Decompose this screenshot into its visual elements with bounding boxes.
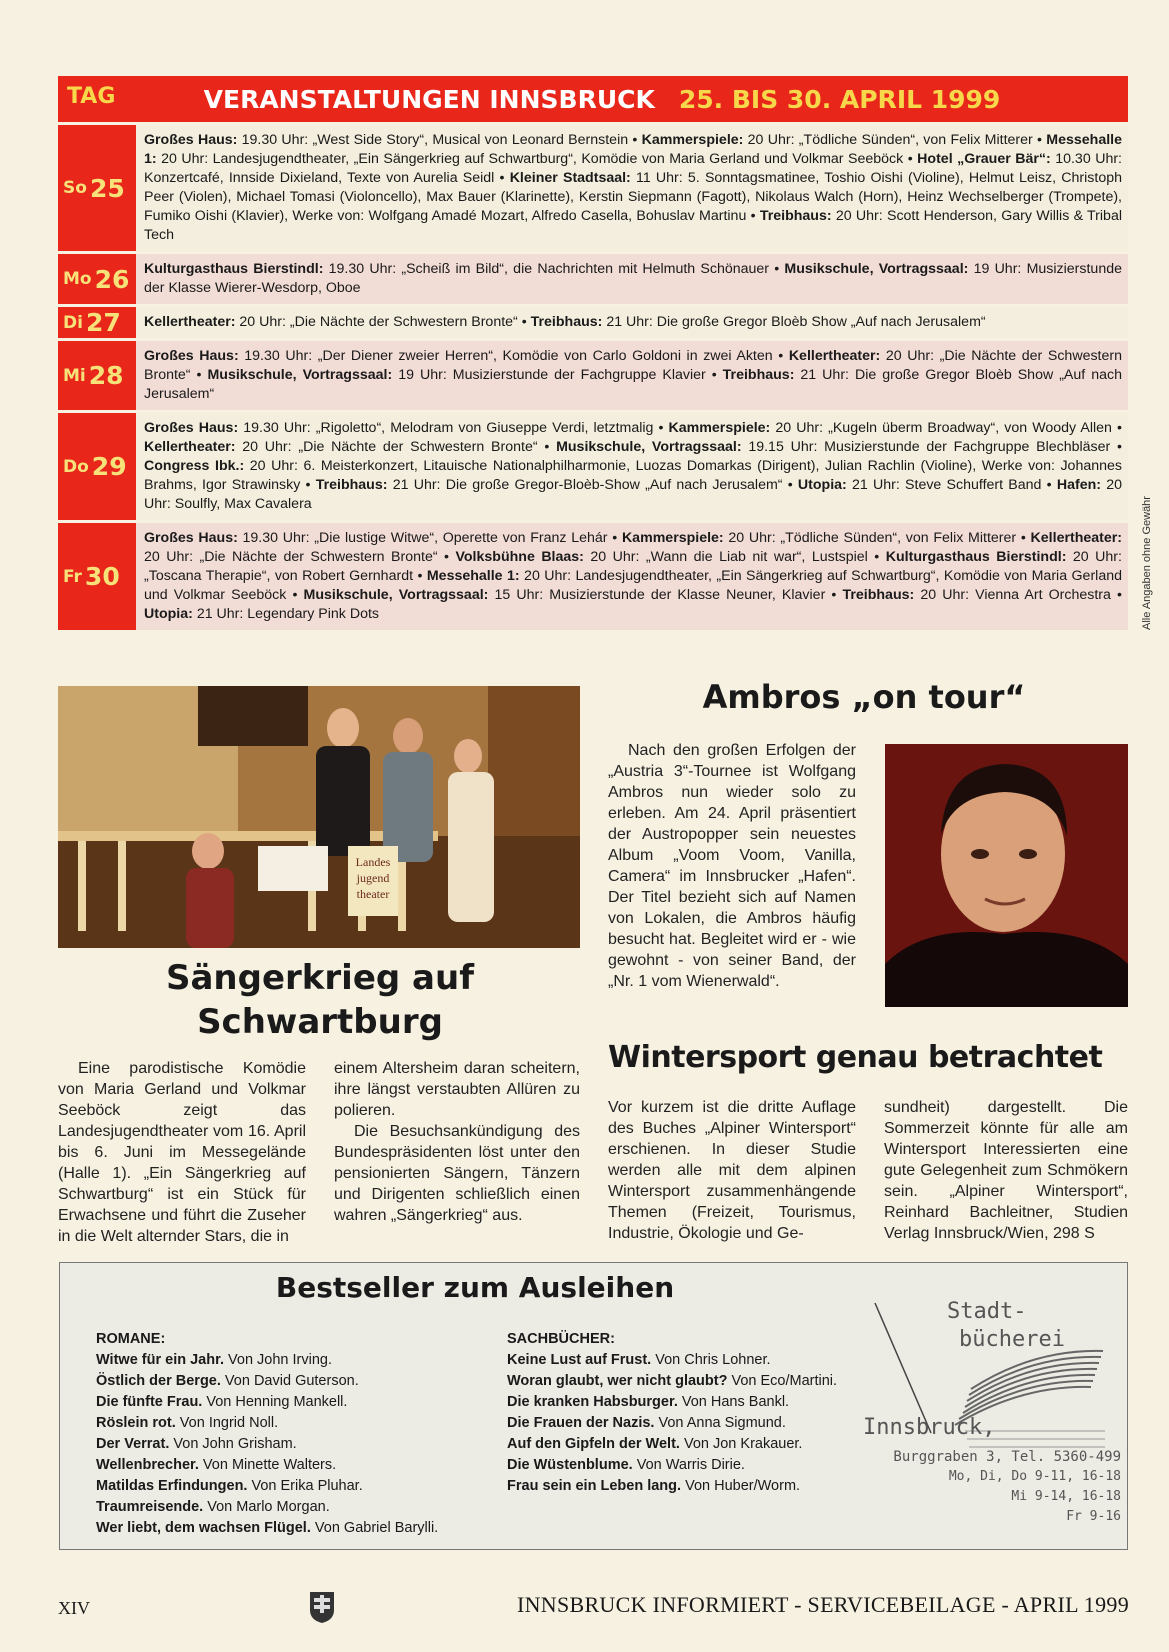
venue-name: Treibhaus: [842, 587, 915, 603]
ambros-text: Nach den großen Erfolgen der „Austria 3“-Tournee ist Wolfgang Ambros nun wieder solo zu erleben. Am 24. April präsentiert der Austropopper sein neuestes Album „Voom Voom, Vanilla, Camera“ im Innsbrucker „Hafen“. Der Titel bezieht sich auf Namen von Lokalen, die Ambros häufig besucht hat. Begleitet wird er - wie gewohnt - von seiner Band, der „Nr. 1 vom Wienerwald“. [608, 742, 856, 990]
book-author: Von Huber/Worm. [681, 1478, 801, 1494]
event-day [58, 341, 136, 410]
library-logo [855, 1263, 1129, 1551]
book-item [96, 1455, 438, 1476]
event-day [58, 254, 136, 304]
event-day-number: 27 [85, 308, 121, 337]
events-header [58, 76, 1128, 122]
event-details: 21 Uhr: Legendary Pink Dots [192, 606, 379, 622]
venue-name: Volksbühne Blaas: [455, 549, 584, 565]
ambros-portrait [885, 744, 1128, 1007]
sachbuecher-heading: SACHBÜCHER: [507, 1331, 615, 1347]
book-item [507, 1476, 837, 1497]
event-day-number: 29 [91, 452, 127, 481]
book-item [507, 1350, 837, 1371]
event-details: 20 Uhr: „Wann die Liab nit war“, Lustspiel • [583, 549, 886, 565]
saengerkrieg-headline-line2: Schwartburg [197, 1002, 443, 1042]
event-details: 20 Uhr: „Die Nächte der Schwestern Bronte“ • [144, 348, 1122, 383]
events-rows [58, 122, 1128, 630]
book-title: Wer liebt, dem wachsen Flügel. [96, 1520, 311, 1536]
book-item [96, 1392, 438, 1413]
event-details: 19.30 Uhr: „West Side Story“, Musical von Leonard Bernstein • [237, 132, 642, 148]
event-details: 20 Uhr: „Kugeln überm Broadway“, von Woody Allen • [770, 420, 1122, 436]
book-item [507, 1392, 837, 1413]
venue-name: Kleiner Stadtsaal: [509, 170, 631, 186]
book-title: Der Verrat. [96, 1436, 170, 1452]
event-details: 20 Uhr: „Die Nächte der Schwestern Bronte“ • [235, 314, 531, 330]
venue-name: Großes Haus: [144, 132, 238, 148]
venue-name: Treibhaus: [759, 208, 832, 224]
event-details: 11 Uhr: 5. Sonntagsmatinee, Toshio Oishi (Violine), Helmut Leisz, Christoph Peer (Violen), Michael Tomasi (Violoncello), Max Bauer (Klarinette), Kerstin Siepmann (Fagott), Nikolaus Walch (Horn), Heinz Wechselberger (Trompete), Fumiko Oishi (Klavier), Werke von: Wolfgang Amadé Mozart, Alfredo Casella, Bohuslav Martinu • [144, 170, 1122, 224]
book-title: Östlich der Berge. [96, 1373, 221, 1389]
venue-name: Hafen: [1056, 477, 1101, 493]
book-author: Von Marlo Morgan. [203, 1499, 330, 1515]
portrait-graphic [885, 744, 1128, 1007]
venue-name: Musikschule, Vortragssaal: [303, 587, 489, 603]
events-table [58, 76, 1128, 630]
event-text [136, 341, 1128, 410]
book-author: Von Anna Sigmund. [654, 1415, 786, 1431]
book-author: Von Eco/Martini. [727, 1373, 838, 1389]
event-row [58, 304, 1128, 338]
book-author: Von Henning Mankell. [202, 1394, 348, 1410]
event-weekday: So [63, 178, 87, 198]
page-number: XIV [58, 1598, 90, 1618]
event-details: 19.30 Uhr: „Die lustige Witwe“, Operette von Franz Lehár • [237, 530, 622, 546]
event-day-number: 26 [94, 264, 130, 294]
book-item [96, 1476, 438, 1497]
event-weekday: Mo [63, 269, 92, 289]
event-details: 19.30 Uhr: „Der Diener zweier Herren“, Komödie von Carlo Goldoni in zwei Akten • [238, 348, 789, 364]
wintersport-col2: sundheit) dargestellt. Die Sommerzeit könnte für alle am Wintersport Interessierten eine gute Gelegenheit zum Schmökern sein. „Alpiner Wintersport“, Reinhard Bachleitner, Studien Verlag Innsbruck/Wien, 298 S [884, 1099, 1128, 1242]
event-row [58, 338, 1128, 410]
book-title: Röslein rot. [96, 1415, 176, 1431]
event-text [136, 523, 1128, 630]
venue-name: Kammerspiele: [641, 132, 744, 148]
book-title: Die fünfte Frau. [96, 1394, 203, 1410]
book-title: Matildas Erfindungen. [96, 1478, 248, 1494]
event-row [58, 410, 1128, 520]
event-details: 20 Uhr: Soulfly, Max Cavalera [144, 477, 1123, 512]
event-day [58, 307, 136, 338]
saengerkrieg-col2-p1: einem Altersheim daran scheitern, ihre längst verstaubten Allüren zu polieren. [334, 1060, 580, 1119]
bestseller-box [59, 1262, 1128, 1550]
event-details: 19 Uhr: Musizierstunde der Fachgruppe Klavier • [392, 367, 723, 383]
book-author: Von John Irving. [223, 1352, 332, 1368]
event-details: 20 Uhr: „Die Nächte der Schwestern Bronte“ • [144, 549, 456, 565]
event-details: 20 Uhr: Vienna Art Orchestra • [914, 587, 1122, 603]
sign-line-1: Landes [355, 855, 391, 869]
venue-name: Utopia: [144, 606, 193, 622]
event-details: 19.30 Uhr: „Scheiß im Bild“, die Nachrichten mit Helmuth Schönauer • [323, 261, 785, 277]
venue-name: Kellertheater: [144, 439, 236, 455]
book-author: Von Hans Bankl. [677, 1394, 790, 1410]
venue-name: Musikschule, Vortragssaal: [784, 261, 969, 277]
book-author: Von Jon Krakauer. [679, 1436, 803, 1452]
events-title [136, 76, 1128, 122]
venue-name: Treibhaus: [722, 367, 795, 383]
event-weekday: Do [63, 456, 89, 477]
venue-name: Kammerspiele: [621, 530, 724, 546]
tag-label: TAG [67, 84, 116, 109]
book-item [96, 1518, 438, 1539]
venue-name: Kammerspiele: [668, 420, 771, 436]
event-details: 20 Uhr: „Toscana Therapie“, von Robert Gernhardt • [144, 549, 1122, 584]
book-author: Von Ingrid Noll. [175, 1415, 279, 1431]
footer-title: INNSBRUCK INFORMIERT - SERVICEBEILAGE - APRIL 1999 [516, 1592, 1129, 1617]
event-row [58, 251, 1128, 304]
event-weekday: Mi [63, 365, 86, 386]
library-hours-2: Mi 9-14, 16-18 [1011, 1489, 1121, 1504]
bestseller-title: Bestseller zum Ausleihen [275, 1271, 675, 1304]
event-weekday: Di [63, 312, 83, 333]
book-title: Auf den Gipfeln der Welt. [507, 1436, 680, 1452]
sign-line-3: theater [356, 887, 390, 901]
sachbuecher-list [507, 1329, 837, 1497]
book-title: Die kranken Habsburger. [507, 1394, 678, 1410]
book-author: Von Gabriel Barylli. [310, 1520, 439, 1536]
book-item [507, 1371, 837, 1392]
library-name-1: Stadt- [947, 1299, 1027, 1324]
sign-line-2: jugend [356, 871, 390, 885]
book-author: Von David Guterson. [220, 1373, 359, 1389]
book-title: Frau sein ein Leben lang. [507, 1478, 682, 1494]
event-details: 20 Uhr: Scott Henderson, Gary Willis & Tribal Tech [144, 208, 1122, 243]
venue-name: Messehalle 1: [144, 132, 1123, 167]
venue-name: Messehalle 1: [426, 568, 520, 584]
library-hours-1: Mo, Di, Do 9-11, 16-18 [948, 1469, 1121, 1484]
venue-name: Utopia: [797, 477, 847, 493]
venue-name: Hotel „Grauer Bär“: [917, 151, 1051, 167]
book-item [507, 1455, 837, 1476]
event-day-number: 28 [88, 361, 124, 390]
venue-name: Treibhaus: [530, 314, 603, 330]
saengerkrieg-col2 [334, 1058, 580, 1226]
event-details: 10.30 Uhr: Konzertcafé, Innside Dixieland, Texte von Aurelia Seidl • [144, 151, 1122, 186]
library-name-2: bücherei [959, 1327, 1065, 1352]
crest-icon [309, 1590, 335, 1624]
event-row [58, 520, 1128, 630]
saengerkrieg-col2-p2: Die Besuchsankündigung des Bundespräsidenten löst unter den pensionierten Sängern, Tänzern und Dirigenten schließlich einen wahren „Sängerkrieg“ aus. [334, 1123, 580, 1224]
venue-name: Treibhaus: [315, 477, 388, 493]
book-item [96, 1371, 438, 1392]
romane-heading: ROMANE: [96, 1331, 166, 1347]
event-row [58, 122, 1128, 251]
venue-name: Großes Haus: [144, 530, 238, 546]
event-details: 21 Uhr: Die große Gregor Bloèb Show „Auf nach Jerusalem“ [144, 367, 1122, 402]
venue-name: Musikschule, Vortragssaal: [556, 439, 742, 455]
event-details: 21 Uhr: Die große Gregor Bloèb Show „Auf nach Jerusalem“ [602, 314, 986, 330]
book-item [96, 1497, 438, 1518]
side-note [1138, 478, 1156, 648]
book-item [96, 1350, 438, 1371]
book-item [507, 1434, 837, 1455]
library-city: Innsbruck, [863, 1415, 996, 1440]
book-title: Witwe für ein Jahr. [96, 1352, 224, 1368]
book-title: Traumreisende. [96, 1499, 204, 1515]
event-details: 20 Uhr: 6. Meisterkonzert, Litauische Nationalphilharmonie, Luozas Domarkas (Dirigent), Julian Rachlin (Violine), Werke von: Johannes Brahms, Igor Strawinsky • [144, 458, 1122, 493]
event-details: 20 Uhr: Landesjugendtheater, „Ein Sängerkrieg auf Schwartburg“, Komödie von Maria Gerland und Volkmar Seeböck • [144, 568, 1122, 603]
event-details: 20 Uhr: „Tödliche Sünden“, von Felix Mitterer • [743, 132, 1047, 148]
event-weekday: Fr [63, 566, 82, 587]
event-day-number: 25 [89, 173, 125, 203]
book-author: Von Warris Dirie. [632, 1457, 745, 1473]
saengerkrieg-headline [160, 956, 480, 1044]
venue-name: Kellertheater: [144, 314, 236, 330]
event-details: 20 Uhr: „Tödliche Sünden“, von Felix Mitterer • [723, 530, 1031, 546]
event-day [58, 125, 136, 251]
event-text [136, 413, 1128, 520]
book-author: Von Erika Pluhar. [247, 1478, 363, 1494]
venue-name: Musikschule, Vortragssaal: [207, 367, 393, 383]
wintersport-col1: Vor kurzem ist die dritte Auflage des Buches „Alpiner Wintersport“ erschienen. In dieser Studie werden alle mit dem alpinen Wintersport zusammenhängende Themen (Freizeit, Tourismus, Industrie, Ökologie und Ge- [608, 1099, 856, 1242]
book-author: Von John Grisham. [169, 1436, 297, 1452]
book-title: Die Wüstenblume. [507, 1457, 633, 1473]
venue-name: Kellertheater: [788, 348, 881, 364]
venue-name: Kulturgasthaus Bierstindl: [144, 261, 324, 277]
event-text [136, 125, 1128, 251]
disclaimer-text: Alle Angaben ohne Gewähr [1141, 496, 1153, 630]
library-address: Burggraben 3, Tel. 5360-499 [893, 1449, 1121, 1465]
venue-name: Congress Ibk.: [144, 458, 245, 474]
event-details: 19.15 Uhr: Musizierstunde der Fachgruppe Blechbläser • [741, 439, 1122, 455]
romane-list [96, 1329, 438, 1539]
event-day [58, 413, 136, 520]
book-item [507, 1413, 837, 1434]
event-details: 20 Uhr: „Die Nächte der Schwestern Bronte“ • [235, 439, 557, 455]
event-text [136, 307, 1128, 338]
book-title: Woran glaubt, wer nicht glaubt? [507, 1373, 728, 1389]
book-item [96, 1434, 438, 1455]
venue-name: Kellertheater: [1030, 530, 1123, 546]
ambros-headline: Ambros „on tour“ [702, 678, 1026, 716]
event-details: 21 Uhr: Steve Schuffert Band • [846, 477, 1057, 493]
event-details: 20 Uhr: Landesjugendtheater, „Ein Sängerkrieg auf Schwartburg“, Komödie von Maria Gerland und Volkmar Seeböck • [156, 151, 918, 167]
event-details: 21 Uhr: Die große Gregor-Bloèb-Show „Auf nach Jerusalem“ • [387, 477, 798, 493]
book-author: Von Chris Lohner. [651, 1352, 771, 1368]
venue-name: Großes Haus: [144, 348, 239, 364]
saengerkrieg-headline-line1: Sängerkrieg auf [165, 958, 474, 998]
event-details: 19.30 Uhr: „Rigoletto“, Melodram von Giuseppe Verdi, letztmalig • [238, 420, 669, 436]
book-title: Wellenbrecher. [96, 1457, 199, 1473]
library-hours-3: Fr 9-16 [1066, 1509, 1121, 1524]
theatre-photo-graphic [58, 686, 580, 948]
event-details: 15 Uhr: Musizierstunde der Klasse Neuner, Klavier • [488, 587, 843, 603]
saengerkrieg-col1: Eine parodistische Komödie von Maria Gerland und Volkmar Seeböck zeigt das Landesjugendtheater vom 16. April bis 6. Juni im Messegelände (Halle 1). „Ein Sängerkrieg auf Schwartburg“ ist ein Stück für Erwachsene und führt die Zuseher in die Welt alternder Stars, die in [58, 1060, 306, 1245]
events-date-range: 25. BIS 30. APRIL 1999 [678, 84, 1001, 114]
book-title: Die Frauen der Nazis. [507, 1415, 655, 1431]
book-title: Keine Lust auf Frust. [507, 1352, 652, 1368]
wintersport-headline: Wintersport genau betrachtet [608, 1040, 1103, 1075]
venue-name: Großes Haus: [144, 420, 239, 436]
book-item [96, 1413, 438, 1434]
events-title-text: VERANSTALTUNGEN INNSBRUCK [203, 84, 655, 114]
event-day-number: 30 [84, 562, 120, 591]
event-text [136, 254, 1128, 304]
event-day [58, 523, 136, 630]
venue-name: Kulturgasthaus Bierstindl: [885, 549, 1067, 565]
book-author: Von Minette Walters. [198, 1457, 337, 1473]
event-details: 19 Uhr: Musizierstunde der Klasse Wierer-Wesdorp, Oboe [144, 261, 1122, 296]
theatre-photo [58, 686, 580, 948]
